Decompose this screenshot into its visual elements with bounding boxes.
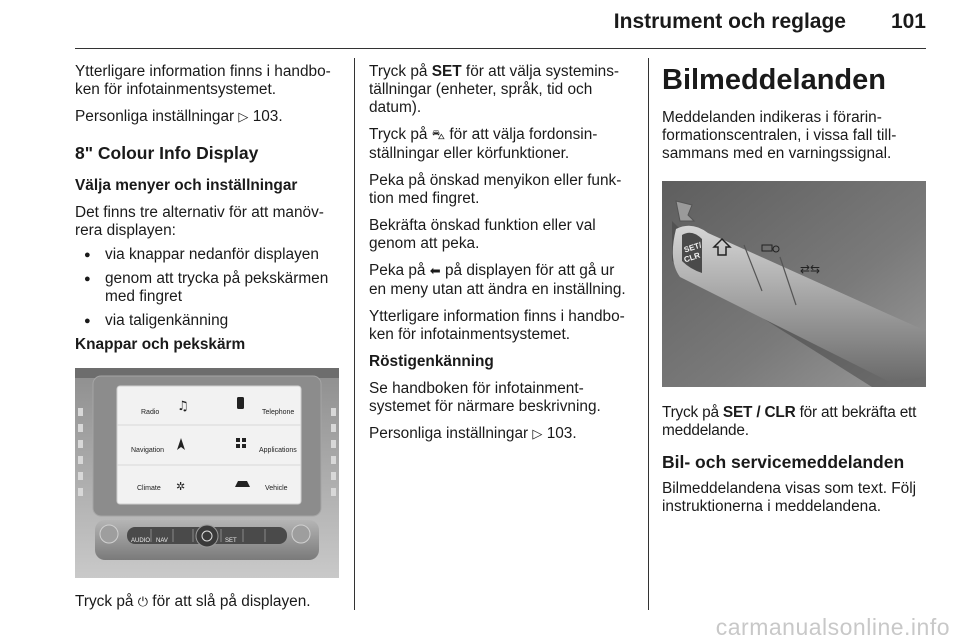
- handbook-note: Ytterligare information finns i handbo-ken för infotainmentsystemet.: [369, 308, 625, 343]
- nav-button-label: NAV: [156, 538, 168, 544]
- list-item: ● via knappar nedanför displayen: [75, 246, 343, 264]
- infotainment-figure: [75, 368, 339, 578]
- back-arrow-icon: ⬅: [429, 264, 441, 279]
- screen-label-navigation: Navigation: [131, 447, 165, 454]
- settings-reference: Personliga inställningar ▷ 103.: [369, 425, 577, 442]
- list-item: ● via taligenkänning: [75, 312, 343, 330]
- power-instruction: Tryck på ⏻ för att slå på displayen.: [75, 593, 311, 610]
- settings-reference: Personliga inställningar ▷ 103.: [75, 108, 283, 125]
- watermark-url: carmanualsonline.info: [715, 614, 950, 640]
- infotainment-display-illustration: [75, 368, 339, 578]
- stalk-caption: Tryck på SET / CLR för att bekräfta ett meddelande.: [662, 404, 917, 439]
- touch-menu-instruction: Peka på önskad menyikon eller funk-tion med fingret.: [369, 172, 622, 207]
- power-knob-icon: [196, 525, 218, 547]
- music-note-icon: ♫: [177, 399, 189, 414]
- intro-paragraph: Ytterligare information finns i handbo-ken för infotainmentsystemet.: [75, 63, 331, 98]
- screen-label-climate: Climate: [137, 485, 161, 492]
- screen-label-radio: Radio: [141, 409, 160, 416]
- vehicle-icon: ⛍: [431, 128, 446, 143]
- column-3: [662, 63, 926, 525]
- cruise-icon: ⇄⇆: [800, 262, 821, 276]
- section-heading-service-messages: Bil- och servicemeddelanden: [662, 452, 905, 472]
- figure-caption: Knappar och pekskärm: [75, 336, 246, 353]
- voice-heading: Röstigenkänning: [369, 353, 494, 370]
- running-header-title: Instrument och reglage: [613, 10, 846, 33]
- list-item: ● genom att trycka på pekskärmen med fingret: [75, 270, 343, 306]
- power-icon: ⏻: [137, 595, 149, 610]
- column-divider-2: [648, 58, 649, 610]
- stalk-label-clr: CLR: [682, 250, 702, 265]
- back-instruction: Peka på ⬅ på displayen för att gå ur en meny utan att ändra en inställning.: [369, 262, 626, 298]
- page-reference-icon: ▷: [238, 110, 249, 125]
- column-2: [369, 63, 635, 453]
- vehicle-settings-instruction: Tryck på ⛍ för att välja fordonsin-ställningar eller körfunktioner.: [369, 126, 598, 162]
- page-reference-icon: ▷: [532, 427, 543, 442]
- screen-label-vehicle: Vehicle: [265, 485, 288, 492]
- page-number: 101: [890, 10, 926, 33]
- column-1: [75, 63, 343, 621]
- audio-button-label: AUDIO: [131, 538, 151, 544]
- options-intro: Det finns tre alternativ för att manöv-rera displayen:: [75, 204, 324, 239]
- screen-label-applications: Applications: [259, 447, 297, 454]
- section-heading-display: 8" Colour Info Display: [75, 143, 259, 163]
- header-rule: [75, 48, 926, 49]
- section-title-messages: Bilmeddelanden: [662, 64, 886, 96]
- screen-label-telephone: Telephone: [262, 409, 295, 416]
- stalk-figure: [662, 181, 926, 387]
- set-button-label: SET: [225, 538, 237, 544]
- confirm-instruction: Bekräfta önskad funktion eller val genom att peka.: [369, 217, 596, 252]
- climate-icon: ✲: [176, 480, 186, 493]
- messages-intro: Meddelanden indikeras i förarin-formationscentralen, i vissa fall till-sammans med en varningssignal.: [662, 109, 897, 162]
- column-divider-1: [354, 58, 355, 610]
- phone-icon: [237, 397, 244, 409]
- options-list: [75, 246, 343, 330]
- service-messages-text: Bilmeddelandena visas som text. Följ instruktionerna i meddelandena.: [662, 480, 917, 515]
- subheading-menus: Välja menyer och inställningar: [75, 177, 298, 194]
- set-instruction: Tryck på SET för att välja systemins-tällningar (enheter, språk, tid och datum).: [369, 63, 620, 116]
- stalk-label-set: SET/: [682, 240, 703, 255]
- voice-text: Se handboken för infotainment-systemet för närmare beskrivning.: [369, 380, 601, 415]
- stalk-illustration: [662, 181, 926, 387]
